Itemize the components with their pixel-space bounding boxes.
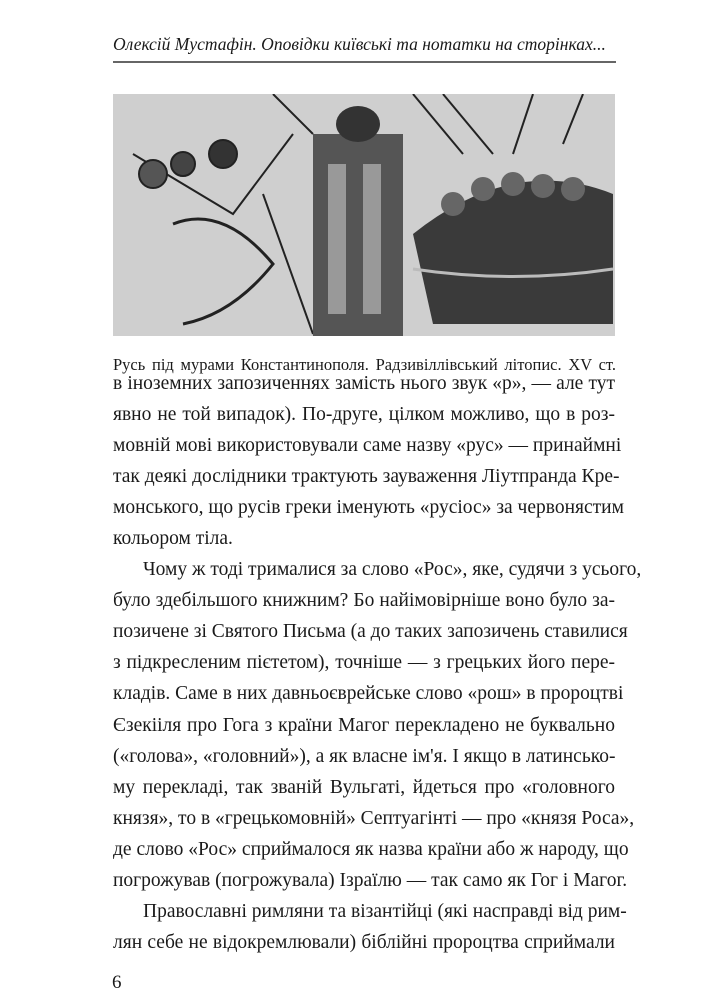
text-line: Чому ж тоді трималися за слово «Рос», яке, судячи з усього, [143, 559, 642, 581]
text-line: Православні римляни та візантійці (які насправді від рим- [143, 900, 627, 922]
text-line: було здебільшого книжним? Бо найімовірніше воно було за- [113, 590, 615, 612]
chronicle-illustration [113, 94, 615, 336]
text-line: з підкресленим пієтетом), точніше — з грецьких його пере- [113, 652, 615, 674]
text-line: му перекладі, так званій Вульгаті, йдеться про «головного [113, 776, 615, 798]
text-line: князя», то в «грецькомовній» Септуагінті — про «князя Роса», [113, 807, 635, 829]
text-line: де слово «Рос» сприймалося як назва країни або ж народу, що [113, 838, 629, 860]
page-number: 6 [112, 972, 122, 993]
running-header: Олексій Мустафін. Оповідки київські та нотатки на сторінках... [113, 34, 606, 54]
text-line: («голова», «головний»), а як власне ім'я. І якщо в латинсько- [113, 745, 616, 767]
text-line: кладів. Саме в них давньоєврейське слово «рош» в пророцтві [113, 683, 624, 705]
text-line: Єзекііля про Гога з країни Магог перекладено не буквально [113, 714, 615, 736]
text-line: в іноземних запозиченнях замість нього звук «р», — але тут [113, 373, 615, 394]
text-line: погрожував (погрожувала) Ізраїлю — так само як Гог і Магог. [113, 869, 628, 891]
text-line: кольором тіла. [113, 528, 233, 550]
text-line: мовній мові використовували саме назву «рус» — принаймні [113, 435, 622, 457]
text-line: позичене зі Святого Письма (а до таких запозичень ставилися [113, 621, 628, 643]
text-line: явно не той випадок). По-друге, цілком можливо, що в роз- [113, 404, 615, 426]
header-rule [113, 61, 616, 63]
illustration-drawing [113, 94, 615, 336]
figure-caption: Русь під мурами Константинополя. Радзивіллівський літопис. XV ст. [113, 355, 616, 374]
text-line: монського, що русів греки іменують «русіос» за червонястим [113, 497, 624, 519]
text-line: так деякі дослідники трактують зауваження Ліутпранда Кре- [113, 466, 620, 488]
body-text [113, 368, 642, 958]
text-line: лян себе не відокремлювали) біблійні пророцтва сприймали [113, 931, 615, 953]
